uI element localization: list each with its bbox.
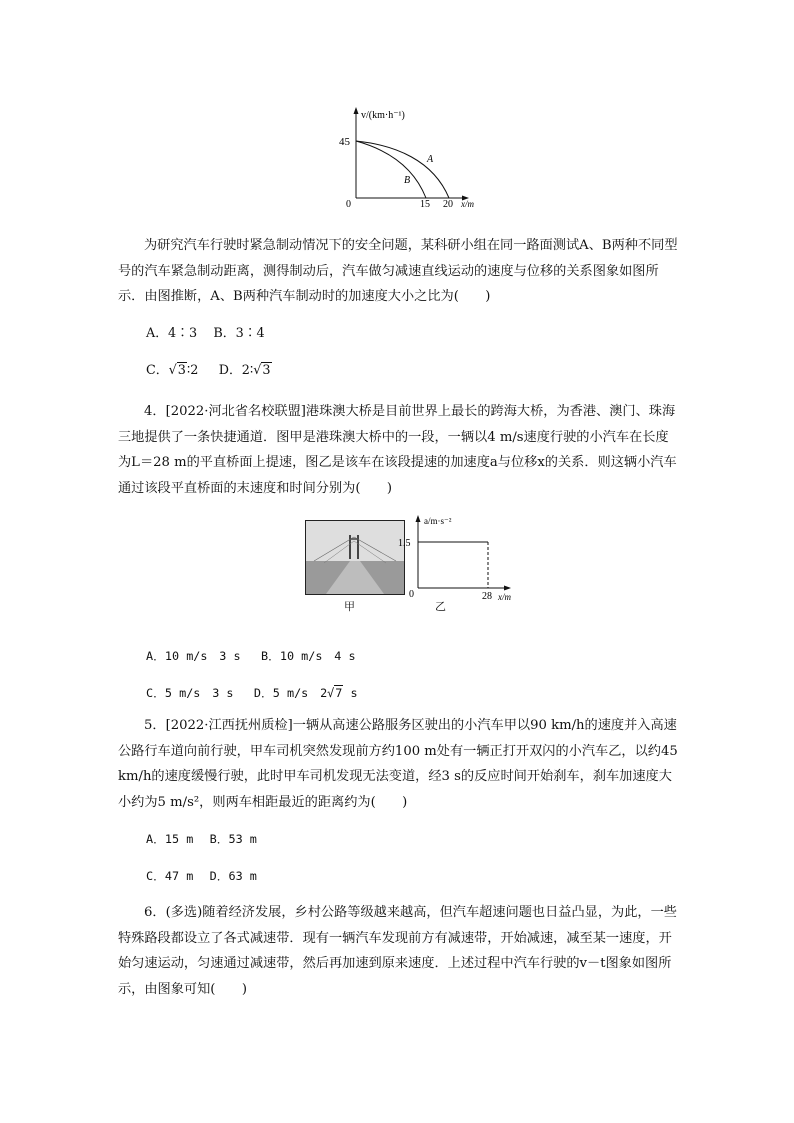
y-axis-arrow (416, 515, 421, 522)
curve-b-label: B (404, 175, 411, 186)
sqrt-symbol: √7 (327, 686, 343, 700)
question-6-text: 6．(多选)随着经济发展，乡村公路等级越来越高，但汽车超速问题也日益凸显，为此，一些特殊路段都设立了各式减速带．现有一辆汽车发现前方有减速带，开始减速，减至某一速度，开始匀速运动，匀速通过减速带，然后再加速到原来速度．上述过程中汽车行驶的v－t图象如图所示，由图象可知( ) (118, 905, 677, 997)
q4-options-row-1 (146, 647, 356, 664)
figure-velocity-displacement (335, 105, 485, 209)
q3-option-d[interactable]: D．2∶√3 (218, 363, 271, 378)
y-axis-arrow (354, 107, 359, 114)
q5-option-d[interactable]: D．63 m (209, 869, 257, 883)
q5-options-row-1 (146, 830, 257, 847)
sqrt-symbol: √3 (253, 363, 271, 378)
curve-a (356, 141, 449, 198)
q3-option-c[interactable]: C．√3∶2 (146, 363, 199, 378)
origin-label: 0 (409, 589, 414, 600)
curve-b (356, 141, 426, 198)
figure-acceleration-displacement (396, 512, 526, 608)
x-tick-15: 15 (420, 199, 430, 209)
x-axis-arrow (504, 586, 511, 591)
q3-option-a[interactable]: A．4∶3 (146, 326, 198, 341)
sqrt-symbol: √3 (168, 363, 186, 378)
bridge-photo-drawing (306, 521, 404, 594)
q3-options-row-1 (146, 322, 265, 341)
q5-options-row-2 (146, 867, 257, 884)
question-4-text: 4．[2022·河北省名校联盟]港珠澳大桥是目前世界上最长的跨海大桥，为香港、澳门、珠海三地提供了一条快捷通道．图甲是港珠澳大桥中的一段，一辆以4 m/s速度行驶的小汽车在长度为L＝28 m的平直桥面上提速，图乙是该车在该段提速的加速度a与位移x的关系．则这辆小汽车通过该段平直桥面的末速度和时间分别为( ) (118, 404, 677, 496)
q4-option-c[interactable]: C．5 m/s 3 s (146, 686, 234, 700)
q3-options-row-2 (146, 359, 272, 378)
y-tick-1-5: 1.5 (398, 538, 411, 549)
x-axis-label: x/m (461, 199, 474, 209)
figure-label-jia: 甲 (344, 600, 355, 613)
y-axis-label: v/(km·h⁻¹) (361, 110, 405, 121)
bridge-photo (305, 520, 405, 595)
q5-option-a[interactable]: A．15 m (146, 832, 194, 846)
x-tick-28: 28 (482, 591, 492, 602)
q5-option-c[interactable]: C．47 m (146, 869, 194, 883)
question-5-text: 5．[2022·江西抚州质检]一辆从高速公路服务区驶出的小汽车甲以90 km/h的速度并入高速公路行车道向前行驶，甲车司机突然发现前方约100 m处有一辆正打开双闪的小汽车乙，以约45 km/h的速度缓慢行驶，此时甲车司机发现无法变道，经3 s的反应时间开始刹车，刹车加速度大小约为5 m/s²，则两车相距最近的距离约为( ) (118, 718, 678, 810)
x-axis-label: x/m (498, 592, 511, 602)
figure-label-yi: 乙 (435, 600, 446, 613)
q5-option-b[interactable]: B．53 m (209, 832, 257, 846)
q4-option-a[interactable]: A．10 m/s 3 s (146, 649, 241, 663)
q4-option-d[interactable]: D．5 m/s 2√7 s (253, 686, 358, 700)
y-axis-label: a/m·s⁻² (424, 516, 452, 526)
y-tick-45: 45 (339, 136, 350, 148)
q4-options-row-2 (146, 684, 358, 701)
origin-label: 0 (346, 199, 351, 209)
q4-option-b[interactable]: B．10 m/s 4 s (260, 649, 356, 663)
x-tick-20: 20 (443, 199, 453, 209)
q3-option-b[interactable]: B．3∶4 (213, 326, 265, 341)
question-3-text: 为研究汽车行驶时紧急制动情况下的安全问题，某科研小组在同一路面测试A、B两种不同型号的汽车紧急制动距离，测得制动后，汽车做匀减速直线运动的速度与位移的关系图象如图所示．由图推断，A、B两种汽车制动时的加速度大小之比为( ) (118, 238, 678, 304)
curve-a-label: A (427, 154, 434, 165)
